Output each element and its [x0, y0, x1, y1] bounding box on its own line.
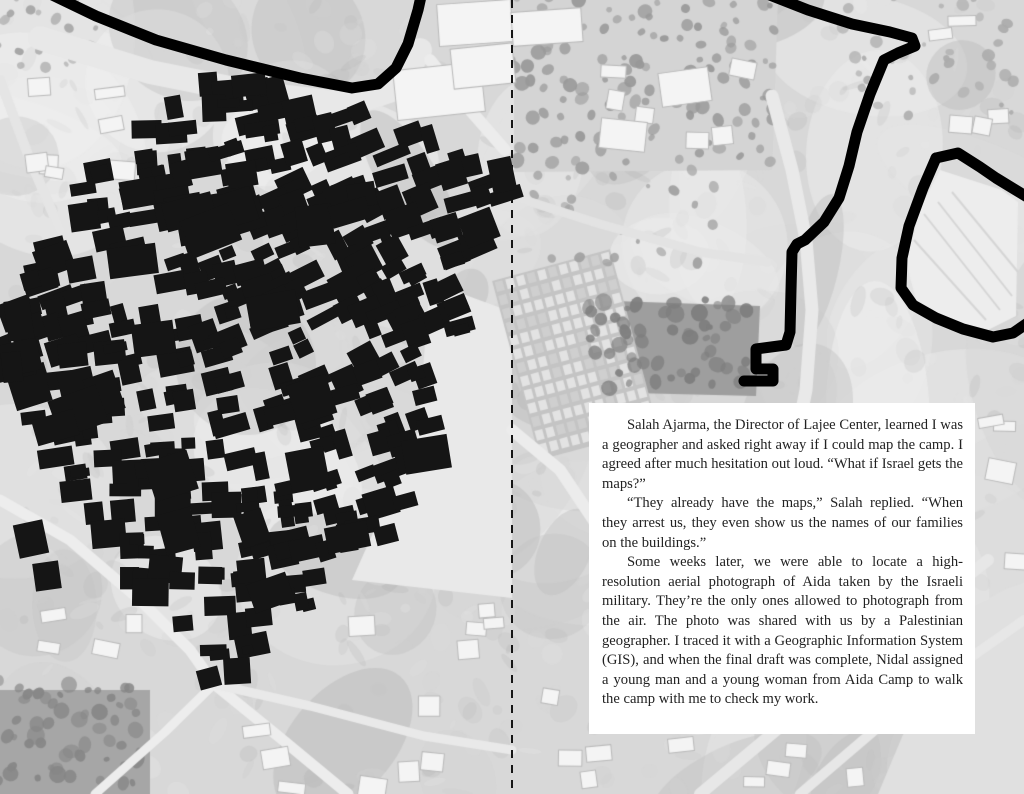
- narrative-paragraph-2: “They already have the maps,” Salah replied. “When they arrest us, they even show us the names of our families on the buildings.”: [602, 495, 963, 551]
- camp-building-footprints: [0, 72, 524, 691]
- narrative-paragraph-1: Salah Ajarma, the Director of Lajee Center, learned I was a geographer and asked right away if I could map the camp. I agreed after much hesitation out loud. “What if Israel gets the maps?”: [602, 417, 963, 492]
- narrative-text-box: [589, 403, 975, 734]
- narrative-paragraph-3: Some weeks later, we were able to locate a high-resolution aerial photograph of Aida taken by the Israeli military. They’re the only ones allowed to photograph from the air. The photo was shared with us by a Palestinian geographer. I traced it with a Geographic Information System (GIS), and when the final draft was complete, Nidal assigned a young man and a young woman from Aida Camp to walk the camp with me to check my work.: [602, 554, 963, 708]
